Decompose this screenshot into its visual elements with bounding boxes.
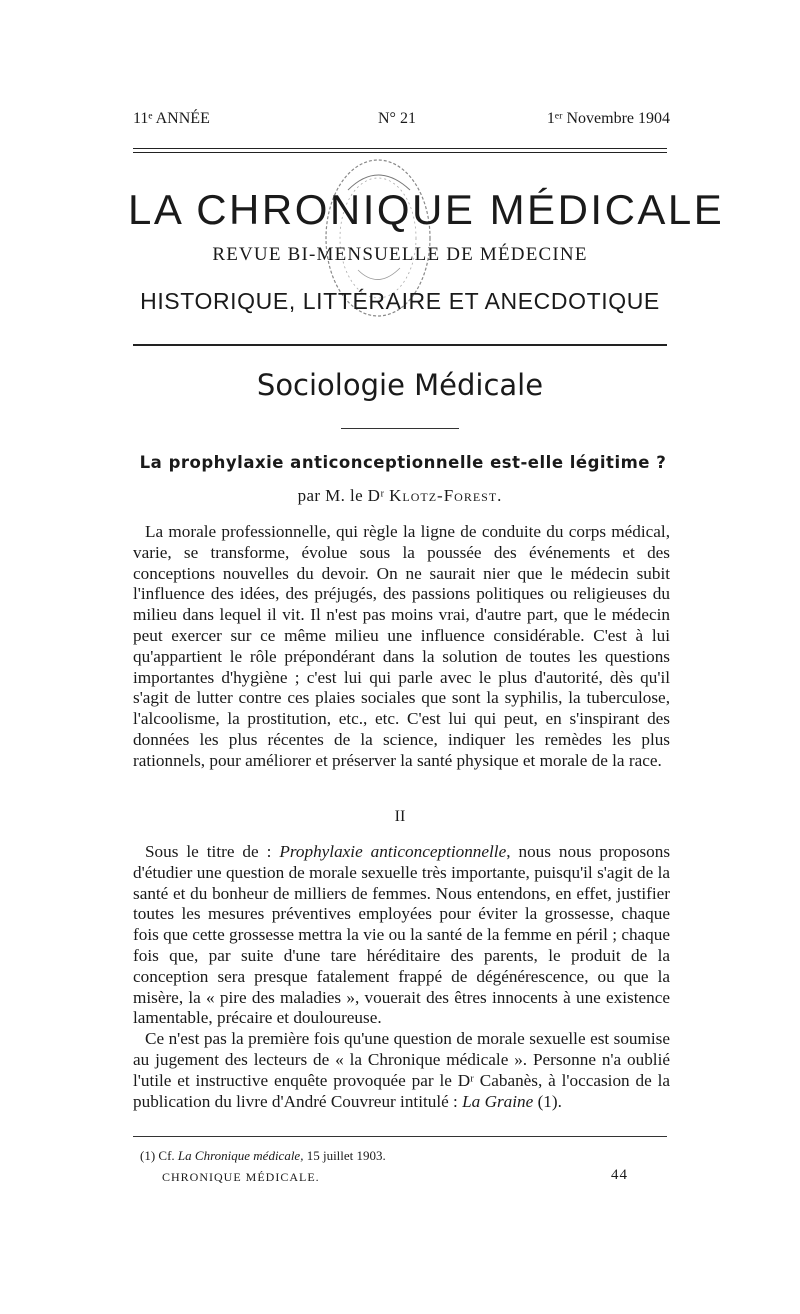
article-title: La prophylaxie anticonceptionnelle est-elle légitime ? xyxy=(139,453,667,472)
article-byline xyxy=(133,486,667,506)
byline-prefix: par M. le Dʳ xyxy=(297,486,385,505)
footnote-marker: (1) Cf. xyxy=(140,1148,178,1163)
paragraph-text xyxy=(133,1029,670,1112)
paragraph-rest: , nous nous proposons d'étudier une question de morale sexuelle très importante, puisqu'il s'agit de la santé et du bonheur de milliers de femmes. Nous entendons, en effet, justifier toutes les mesures préventives employées pour éviter la grossesse, chaque fois que cette grossesse mettra la vie ou la santé de la femme en péril ; chaque fois que, par suite d'une tare héréditaire des parents, le produit de la conception sera presque fatalement frappé de dégénérescence, ou que la misère, la « pire des maladies », vouerait des êtres innocents à une existence lamentable, précaire et douloureuse. xyxy=(133,842,671,1028)
paragraph-end: (1). xyxy=(533,1091,562,1111)
journal-title: LA CHRONIQUE MÉDICALE xyxy=(128,186,725,233)
paragraph-start: Sous le titre de : xyxy=(145,842,280,861)
journal-subtitle: REVUE BI-MENSUELLE DE MÉDECINE xyxy=(212,244,588,265)
journal-subtitle-2: HISTORIQUE, LITTÉRAIRE ET ANECDOTIQUE xyxy=(140,288,660,314)
paragraph-text: La morale professionnelle, qui règle la ligne de conduite du corps médical, varie, se transforme, évolue sous la poussée des événements et des conceptions nouvelles du devoir. On ne saurait nier que le médecin subit l'influence des idées, des préjugés, des passions politiques ou religieuses du milieu dans lequel il vit. Il n'est pas moins vrai, d'autre part, que le médecin peut exercer sur ce même milieu une influence considérable. C'est à lui qu'appartient le rôle prépondérant dans la solution de toutes les questions importantes d'hygiène ; c'est lui qui parle avec le plus d'autorité, dès qu'il s'agit de lutter contre ces plaies sociales que sont la syphilis, la tuberculose, l'alcoolisme, la prostitution, etc., etc. C'est lui qui peut, en s'inspirant des données les plus récentes de la science, indiquer les remèdes les plus rationnels, pour améliorer et préserver la santé physique et morale de la race. xyxy=(133,522,670,770)
issue-date: 1ᵉʳ Novembre 1904 xyxy=(546,110,670,127)
paragraph-body xyxy=(133,842,670,1112)
author-name: Klotz-Forest. xyxy=(389,486,503,505)
footnote-rule xyxy=(133,1136,667,1137)
masthead-rule xyxy=(133,344,667,346)
paragraph-text xyxy=(133,842,670,1029)
issue-year: 11ᵉ ANNÉE xyxy=(133,110,210,127)
section-rule xyxy=(341,428,459,429)
paragraph-start: Ce n'est pas la première fois qu'une question de morale sexuelle est soumise au jugement des lecteurs de « la Chronique médicale ». Personne n'a oublié l'utile et instructive enquête provoquée par le Dʳ Cabanès, à l'occasion de la publication du livre d'André Couvreur intitulé : xyxy=(133,1029,670,1111)
paragraph-intro xyxy=(133,522,670,772)
footer-journal: CHRONIQUE MÉDICALE. xyxy=(162,1170,320,1184)
page-header xyxy=(133,110,670,132)
footnote xyxy=(140,1148,386,1164)
footnote-date: 15 juillet 1903. xyxy=(303,1148,386,1163)
chapter-numeral: II xyxy=(394,808,406,825)
italic-book-title: La Graine xyxy=(462,1091,534,1111)
footnote-source: La Chronique médicale, xyxy=(177,1148,304,1163)
section-heading: Sociologie Médicale xyxy=(256,368,544,402)
italic-term: Prophylaxie anticonceptionnelle xyxy=(279,842,507,861)
issue-number: N° 21 xyxy=(378,110,416,127)
page-number: 44 xyxy=(611,1167,628,1183)
